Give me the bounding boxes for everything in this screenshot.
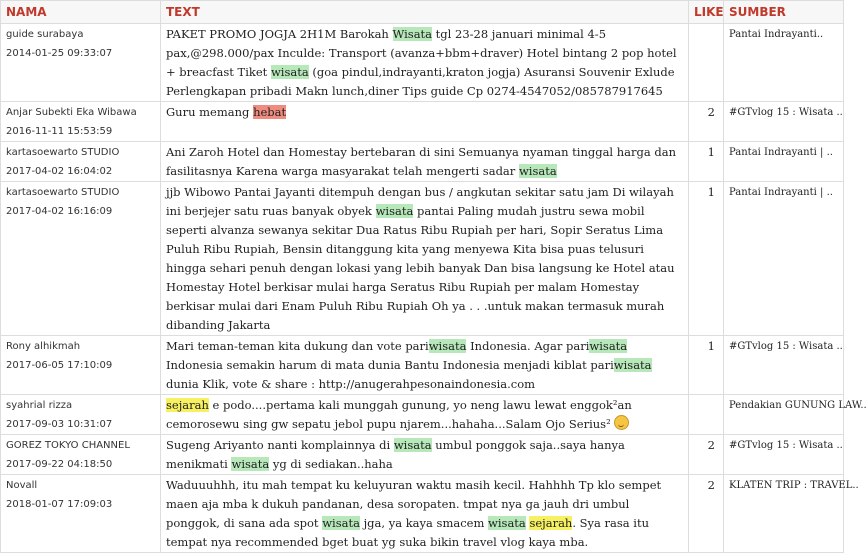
keyword-highlight: wisata [428,339,467,353]
keyword-highlight: wisata [375,204,414,218]
source-link[interactable]: #GTvlog 15 : Wisata .. [724,102,844,142]
author-name: GOREZ TOKYO CHANNEL [6,440,130,451]
keyword-highlight: wisata [518,164,557,178]
table-row [1,475,844,553]
source-link[interactable]: #GTvlog 15 : Wisata .. [724,336,844,395]
comment-text-segment: e podo....pertama kali munggah gunung, yo neng lawu lewat enggok²an cemorosewu sing gw sepatu jebol pupu njarem...hahaha...Salam Ojo Serius² [166,398,632,431]
column-header-like[interactable]: LIKE [689,1,724,24]
comment-text-segment: Indonesia. Agar pari [466,339,590,353]
comment-text-segment: jjb Wibowo Pantai Jayanti ditempuh dengan bus / angkutan sekitar satu jam Di wilayah ini berjejer satu ruas banyak obyek [166,185,674,218]
cell-author [1,435,161,475]
cell-author [1,102,161,142]
like-count: 2 [689,102,724,142]
cell-comment-text [161,24,689,102]
comment-text-segment: (goa pindul,indrayanti,kraton jogja) Asuransi Souvenir Exlude Perlengkapan pribadi Makn lunch,diner Tips guide Cp 0274-4547052/085787917645 [166,65,675,98]
comment-date: 2016-11-11 15:53:59 [6,126,113,137]
source-link[interactable]: Pantai Indrayanti | .. [724,182,844,336]
keyword-highlight: wisata [322,516,360,530]
keyword-highlight: hebat [253,105,287,119]
column-header-source[interactable]: SUMBER [724,1,844,24]
header-row [1,1,844,24]
author-name: kartasoewarto STUDIO [6,187,120,198]
table-row [1,182,844,336]
keyword-highlight: wisata [393,438,432,452]
cell-author [1,475,161,553]
source-link[interactable]: Pantai Indrayanti.. [724,24,844,102]
comment-text-segment: Indonesia semakin harum di mata dunia Bantu Indonesia menjadi kiblat pari [166,358,614,372]
table-row [1,336,844,395]
source-link[interactable]: KLATEN TRIP : TRAVEL.. [724,475,844,553]
like-count: 1 [689,142,724,182]
table-row [1,24,844,102]
comment-text-segment: yg di sediakan..haha [269,457,393,471]
comment-date: 2017-04-02 16:16:09 [6,206,113,217]
comment-text-segment: dunia Klik, vote & share : http://anugerahpesonaindonesia.com [166,377,536,391]
keyword-highlight: sejarah [166,398,209,412]
keyword-highlight: Wisata [392,27,433,41]
smiling-face-icon [614,415,629,430]
cell-author [1,336,161,395]
comment-text-segment: Waduuuhhh, itu mah tempat ku keluyuran waktu masih kecil. Hahhhh Tp klo sempet maen aja mba k dukuh pandanan, desa soropaten. tmpat nya ga jauh dri umbul ponggok, di sana ada spot [166,478,662,530]
cell-comment-text [161,435,689,475]
comment-date: 2017-09-22 04:18:50 [6,459,113,470]
comment-date: 2014-01-25 09:33:07 [6,48,113,59]
cell-comment-text [161,395,689,435]
comment-text-segment: Mari teman-teman kita dukung dan vote pari [166,339,429,353]
author-name: Rony alhikmah [6,341,81,352]
like-count [689,24,724,102]
comment-text-segment: Sugeng Ariyanto nanti komplainnya di [166,438,394,452]
author-name: syahrial rizza [6,400,73,411]
comment-date: 2017-09-03 10:31:07 [6,419,113,430]
cell-comment-text [161,102,689,142]
author-name: Novall [6,480,38,491]
keyword-highlight: sejarah [529,516,573,530]
comment-text-segment: umbul ponggok saja..saya hanya menikmati [166,438,625,471]
cell-comment-text [161,336,689,395]
source-link[interactable]: #GTvlog 15 : Wisata .. [724,435,844,475]
column-header-name[interactable]: NAMA [1,1,161,24]
comment-date: 2018-01-07 17:09:03 [6,499,113,510]
cell-comment-text [161,182,689,336]
like-count: 1 [689,182,724,336]
comment-date: 2017-04-02 16:04:02 [6,166,113,177]
like-count [689,395,724,435]
keyword-highlight: wisata [231,457,270,471]
keyword-highlight: wisata [613,358,652,372]
cell-author [1,142,161,182]
source-link[interactable]: Pendakian GUNUNG LAW.. [724,395,844,435]
table-row [1,142,844,182]
keyword-highlight: wisata [270,65,309,79]
keyword-highlight: wisata [589,339,628,353]
comment-text-segment: PAKET PROMO JOGJA 2H1M Barokah [166,27,393,41]
keyword-highlight: wisata [488,516,526,530]
cell-author [1,24,161,102]
comment-text-segment: tgl 23-28 januari minimal 4-5 pax,@298.000/pax Inculde: Transport (avanza+bbm+draver) Hotel bintang 2 pop hotel + breacfast Tiket [166,27,677,79]
like-count: 1 [689,336,724,395]
author-name: kartasoewarto STUDIO [6,147,120,158]
table-row [1,435,844,475]
comment-date: 2017-06-05 17:10:09 [6,360,113,371]
comment-text-segment: Ani Zaroh Hotel dan Homestay bertebaran di sini Semuanya nyaman tinggal harga dan fasilitasnya Karena warga masyarakat telah mengerti sadar [166,145,677,178]
comment-text-segment: jga, ya kaya smacem [359,516,489,530]
table-row [1,102,844,142]
comment-text-segment: Guru memang [166,105,254,119]
cell-comment-text [161,475,689,553]
source-link[interactable]: Pantai Indrayanti | .. [724,142,844,182]
like-count: 2 [689,435,724,475]
column-header-text[interactable]: TEXT [161,1,689,24]
comment-text-segment: pantai Paling mudah justru sewa mobil seperti alvanza sewanya sekitar Dua Ratus Ribu Rupiah per hari, Sopir Seratus Lima Puluh Ribu Rupiah, Bensin ditanggung kita yang menyewa Kita bisa puas telusuri hingga sehari penuh dengan lokasi yang lebih banyak Dan bisa langsung ke Hotel atau Homestay Hotel berkisar mulai harga Seratus Ribu Rupiah per malam Homestay berkisar mulai dari Enam Puluh Ribu Rupiah Oh ya . . .untuk makan termasuk murah dibanding Jakarta [166,204,675,332]
comment-text-segment: . Sya rasa itu tempat nya recommended bget buat yg suka bikin travel vlog kaya mba. [166,516,649,549]
table-row [1,395,844,435]
like-count: 2 [689,475,724,553]
cell-comment-text [161,142,689,182]
cell-author [1,182,161,336]
table-body [1,24,867,553]
author-name: Anjar Subekti Eka Wibawa [6,107,137,118]
cell-author [1,395,161,435]
author-name: guide surabaya [6,29,84,40]
